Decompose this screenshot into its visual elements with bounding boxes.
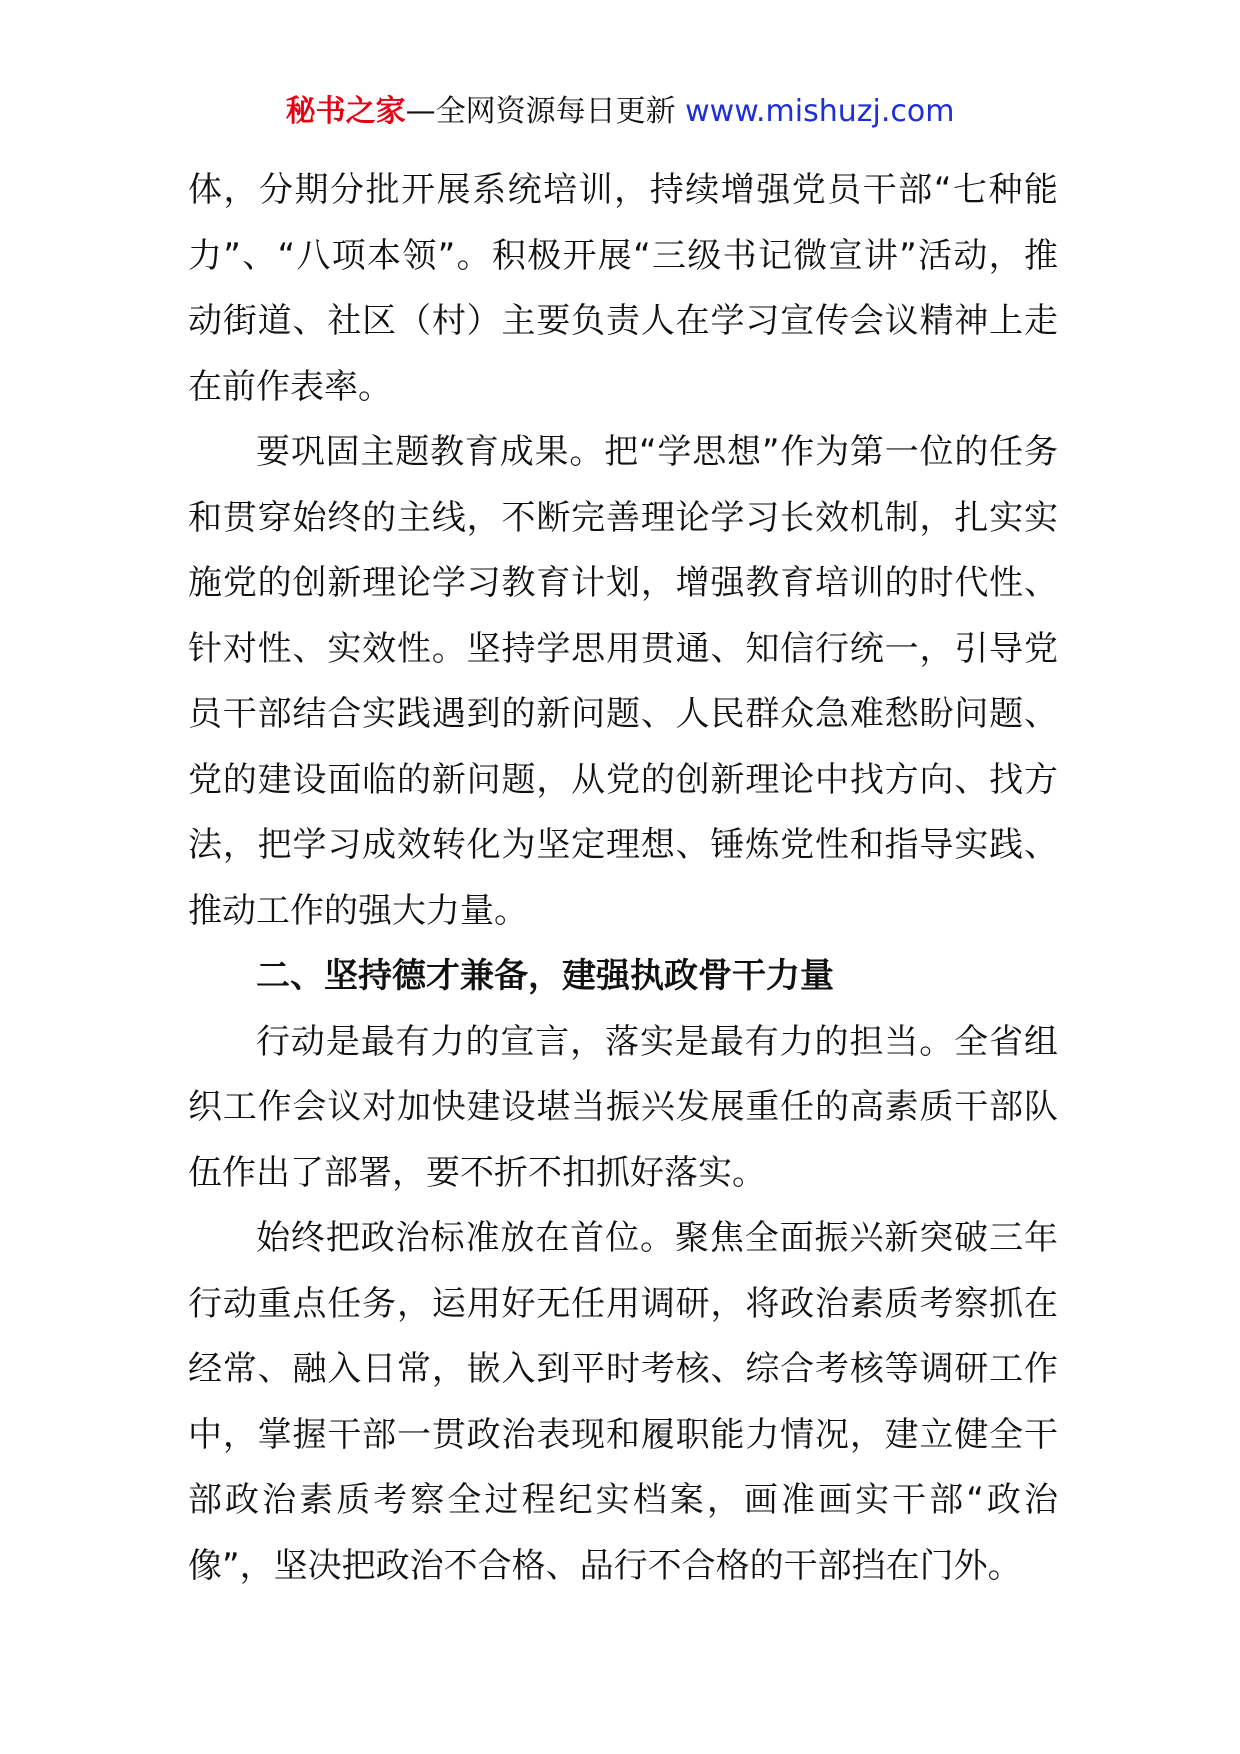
section-heading: 二、坚持德才兼备，建强执政骨干力量	[256, 956, 834, 996]
paragraph-continuation: 体，分期分批开展系统培训，持续增强党员干部“七种能力”、“八项本领”。积极开展“三级书记微宣讲”活动，推动街道、社区（村）主要负责人在学习宣传会议精神上走在前作表率。	[188, 170, 1058, 407]
site-header	[0, 92, 1240, 132]
site-url-link[interactable]: www.mishuzj.com	[685, 94, 955, 129]
paragraph: 要巩固主题教育成果。把“学思想”作为第一位的任务和贯穿始终的主线，不断完善理论学习长效机制，扎实实施党的创新理论学习教育计划，增强教育培训的时代性、针对性、实效性。坚持学思用贯通、知信行统一，引导党员干部结合实践遇到的新问题、人民群众急难愁盼问题、党的建设面临的新问题，从党的创新理论中找方向、找方法，把学习成效转化为坚定理想、锤炼党性和指导实践、推动工作的强大力量。	[188, 432, 1058, 931]
site-brand: 秘书之家	[285, 94, 406, 129]
paragraph: 始终把政治标准放在首位。聚焦全面振兴新突破三年行动重点任务，运用好无任用调研，将政治素质考察抓在经常、融入日常，嵌入到平时考核、综合考核等调研工作中，掌握干部一贯政治表现和履职能力情况，建立健全干部政治素质考察全过程纪实档案，画准画实干部“政治像”，坚决把政治不合格、品行不合格的干部挡在门外。	[188, 1218, 1058, 1586]
site-tagline: —全网资源每日更新	[405, 94, 676, 129]
document-body	[188, 158, 1058, 1599]
paragraph: 行动是最有力的宣言，落实是最有力的担当。全省组织工作会议对加快建设堪当振兴发展重任的高素质干部队伍作出了部署，要不折不扣抓好落实。	[188, 1021, 1058, 1193]
